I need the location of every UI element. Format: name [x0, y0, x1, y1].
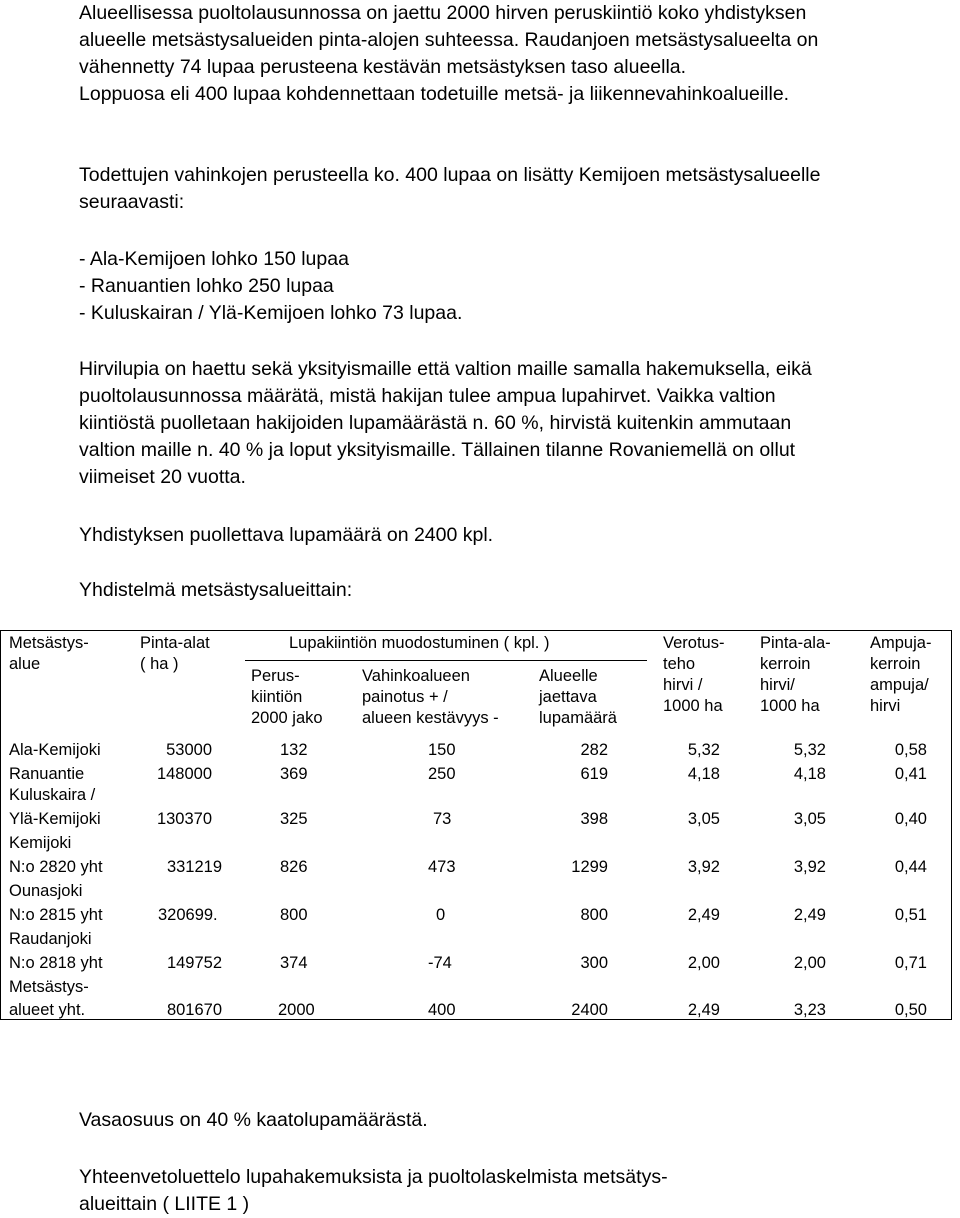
header-area-line: alue [9, 655, 41, 673]
cell-area-coef: 2,49 [793, 906, 826, 924]
row-name: Metsästys- [9, 978, 89, 996]
cell-surface: 320699. [158, 906, 218, 924]
cell-allocated: 282 [580, 741, 608, 759]
header-tax-line: teho [663, 655, 696, 673]
cell-base: 800 [280, 906, 308, 924]
permits-line: kiintiöstä puolletaan hakijoiden lupamäärästä n. 60 %, hirvistä kuitenkin ammutaan [79, 412, 792, 434]
cell-allocated: 1299 [571, 858, 608, 876]
cell-area-coef: 3,23 [793, 1001, 826, 1019]
header-base-line: kiintiön [251, 688, 303, 706]
permits-paragraph [79, 356, 939, 491]
cell-base: 132 [280, 741, 308, 759]
summary-title: Yhdistelmä metsästysalueittain: [79, 579, 353, 601]
row-name: Ranuantie [9, 765, 85, 783]
header-area-coef [760, 633, 831, 717]
cell-surface: 130370 [156, 810, 212, 828]
header-damage-line: alueen kestävyys - [362, 709, 499, 727]
cell-allocated: 300 [580, 954, 608, 972]
damages-line: seuraavasti: [79, 191, 185, 213]
header-surface [140, 633, 210, 675]
row-name: Ylä-Kemijoki [9, 810, 101, 828]
cell-tax: 2,00 [687, 954, 720, 972]
cell-tax: 3,05 [687, 810, 720, 828]
cell-damage: 250 [428, 765, 456, 783]
block-list-item: - Ala-Kemijoen lohko 150 lupaa [79, 248, 349, 270]
block-list [79, 246, 939, 327]
cell-shoot-coef: 0,71 [894, 954, 927, 972]
cell-shoot-coef: 0,44 [894, 858, 927, 876]
header-allocated-line: jaettava [539, 688, 597, 706]
header-area-line: Metsästys- [9, 634, 89, 652]
header-base-line: 2000 jako [251, 709, 323, 727]
cell-allocated: 2400 [571, 1001, 608, 1019]
cell-surface: 331219 [166, 858, 222, 876]
header-damage-line: painotus + / [362, 688, 448, 706]
header-base-line: Perus- [251, 667, 300, 685]
cell-base: 826 [280, 858, 308, 876]
appendix-note [79, 1164, 939, 1218]
cell-damage: -74 [428, 954, 452, 972]
appendix-line: alueittain ( LIITE 1 ) [79, 1193, 250, 1215]
intro-line: Loppuosa eli 400 lupaa kohdennettaan todetuille metsä- ja liikennevahinkoalueille. [79, 83, 790, 105]
row-name: Raudanjoki [9, 930, 92, 948]
cell-base: 325 [280, 810, 308, 828]
intro-line: alueelle metsästysalueiden pinta-alojen suhteessa. Raudanjoen metsästysalueelta on [79, 29, 819, 51]
header-shoot-coef-line: hirvi [870, 697, 901, 715]
row-name: N:o 2820 yht [9, 858, 103, 876]
permits-line: puoltolausunnossa määrätä, mistä hakijan tulee ampua lupahirvet. Vaikka valtion [79, 385, 776, 407]
table-right-rule [951, 630, 952, 1020]
row-name: Ala-Kemijoki [9, 741, 101, 759]
header-shoot-coef [870, 633, 931, 717]
permits-line: Hirvilupia on haettu sekä yksityismaille että valtion maille samalla hakemuksella, eikä [79, 358, 812, 380]
intro-line: vähennetty 74 lupaa perusteena kestävän metsästyksen taso alueella. [79, 56, 687, 78]
appendix-line: Yhteenvetoluettelo lupahakemuksista ja puoltolaskelmista metsätys- [79, 1166, 668, 1188]
header-damage-line: Vahinkoalueen [362, 667, 470, 685]
row-name: alueet yht. [9, 1001, 86, 1019]
cell-surface: 148000 [156, 765, 212, 783]
cell-area-coef: 2,00 [793, 954, 826, 972]
cell-tax: 2,49 [687, 906, 720, 924]
header-surface-line: ( ha ) [140, 655, 179, 673]
cell-damage: 73 [433, 810, 452, 828]
header-tax [663, 633, 724, 717]
header-area [9, 633, 89, 675]
share-text: Vasaosuus on 40 % kaatolupamäärästä. [79, 1109, 428, 1131]
cell-area-coef: 5,32 [793, 741, 826, 759]
permits-line: valtion maille n. 40 % ja loput yksityismaille. Tällainen tilanne Rovaniemellä on ollut [79, 439, 796, 461]
row-name: Ounasjoki [9, 882, 83, 900]
header-area-coef-line: Pinta-ala- [760, 634, 831, 652]
damages-line: Todettujen vahinkojen perusteella ko. 400 lupaa on lisätty Kemijoen metsästysalueelle [79, 164, 821, 186]
cell-shoot-coef: 0,51 [894, 906, 927, 924]
row-name: N:o 2815 yht [9, 906, 103, 924]
cell-tax: 2,49 [687, 1001, 720, 1019]
group-header-rule [245, 660, 647, 661]
cell-shoot-coef: 0,41 [894, 765, 927, 783]
cell-damage: 150 [428, 741, 456, 759]
header-allocated-line: Alueelle [539, 667, 598, 685]
cell-allocated: 619 [580, 765, 608, 783]
row-name: Kemijoki [9, 834, 72, 852]
total-permits-text: Yhdistyksen puollettava lupamäärä on 2400 kpl. [79, 524, 494, 546]
table-top-rule [0, 630, 952, 631]
cell-area-coef: 3,05 [793, 810, 826, 828]
cell-damage: 400 [428, 1001, 456, 1019]
block-list-item: - Kuluskairan / Ylä-Kemijoen lohko 73 lupaa. [79, 302, 463, 324]
row-name: Kuluskaira / [9, 786, 96, 804]
cell-area-coef: 4,18 [793, 765, 826, 783]
cell-damage: 0 [436, 906, 446, 924]
cell-shoot-coef: 0,50 [894, 1001, 927, 1019]
header-damage [362, 666, 499, 729]
block-list-item: - Ranuantien lohko 250 lupaa [79, 275, 334, 297]
cell-allocated: 398 [580, 810, 608, 828]
header-base [251, 666, 323, 729]
header-shoot-coef-line: ampuja/ [870, 676, 929, 694]
header-shoot-coef-line: Ampuja- [870, 634, 932, 652]
row-name: N:o 2818 yht [9, 954, 103, 972]
cell-surface: 801670 [166, 1001, 222, 1019]
cell-tax: 3,92 [687, 858, 720, 876]
cell-base: 369 [280, 765, 308, 783]
header-area-coef-line: hirvi/ [760, 676, 795, 694]
cell-damage: 473 [428, 858, 456, 876]
intro-paragraph [79, 0, 939, 108]
header-surface-line: Pinta-alat [140, 634, 210, 652]
cell-shoot-coef: 0,40 [894, 810, 927, 828]
header-tax-line: Verotus- [663, 634, 725, 652]
cell-base: 2000 [278, 1001, 315, 1019]
header-tax-line: hirvi / [663, 676, 703, 694]
header-allocated [539, 666, 617, 729]
cell-shoot-coef: 0,58 [894, 741, 927, 759]
cell-tax: 4,18 [687, 765, 720, 783]
header-allocated-line: lupamäärä [539, 709, 617, 727]
cell-base: 374 [280, 954, 308, 972]
table-left-rule [0, 630, 1, 1020]
cell-tax: 5,32 [687, 741, 720, 759]
cell-area-coef: 3,92 [793, 858, 826, 876]
header-tax-line: 1000 ha [663, 697, 723, 715]
intro-line: Alueellisessa puoltolausunnossa on jaettu 2000 hirven peruskiintiö koko yhdistyksen [79, 2, 807, 24]
damages-paragraph [79, 162, 939, 216]
header-area-coef-line: kerroin [760, 655, 811, 673]
cell-surface: 53000 [166, 741, 212, 759]
header-quota-group: Lupakiintiön muodostuminen ( kpl. ) [289, 634, 550, 652]
permits-line: viimeiset 20 vuotta. [79, 466, 246, 488]
cell-allocated: 800 [580, 906, 608, 924]
cell-surface: 149752 [166, 954, 222, 972]
header-shoot-coef-line: kerroin [870, 655, 921, 673]
header-area-coef-line: 1000 ha [760, 697, 820, 715]
